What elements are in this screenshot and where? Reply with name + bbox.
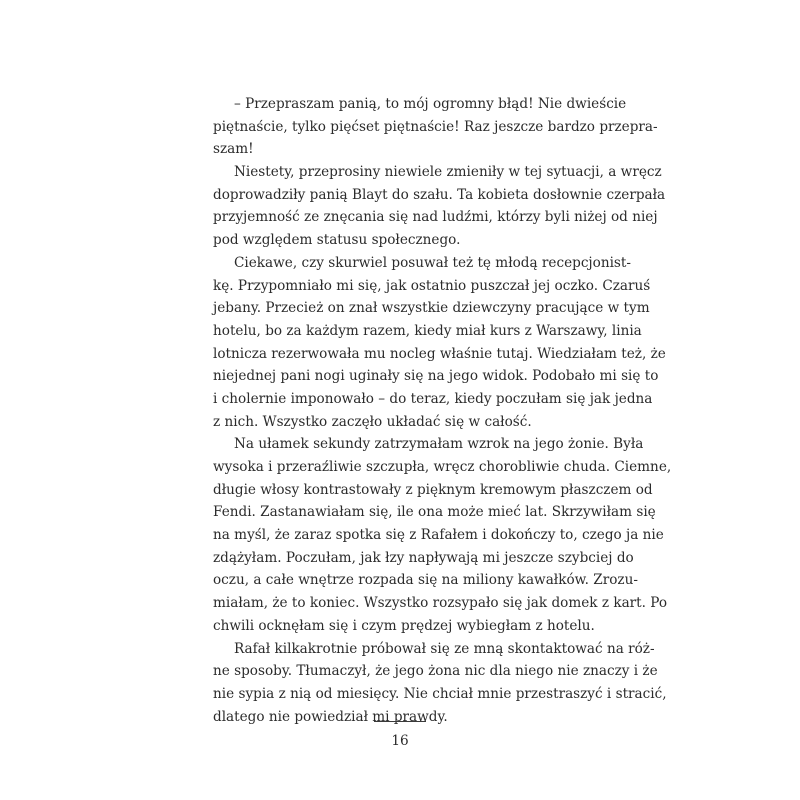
body-text (213, 93, 672, 728)
text-line: pod względem statusu społecznego. (213, 232, 461, 249)
text-line: Niestety, przeprosiny niewiele zmieniły w tej sytuacji, a wręcz (234, 164, 662, 181)
text-line: szam! (213, 141, 254, 158)
text-line: na myśl, że zaraz spotka się z Rafałem i dokończy to, czego ja nie (213, 527, 664, 544)
text-line: ne sposoby. Tłumaczył, że jego żona nic dla niego nie znaczy i że (213, 663, 658, 680)
text-line: jebany. Przecież on znał wszystkie dziewczyny pracujące w tym (213, 300, 650, 317)
text-line: oczu, a całe wnętrze rozpada się na miliony kawałków. Zrozu- (213, 572, 638, 589)
text-line: kę. Przypomniało mi się, jak ostatnio puszczał jej oczko. Czaruś (213, 277, 651, 294)
text-line: Rafał kilkakrotnie próbował się ze mną skontaktować na róż- (234, 640, 655, 657)
page-number: 16 (391, 733, 409, 749)
text-line: chwili ocknęłam się i czym prędzej wybiegłam z hotelu. (213, 617, 595, 634)
text-line: wysoka i przeraźliwie szczupła, wręcz chorobliwie chuda. Ciemne, (213, 459, 672, 475)
text-line: lotnicza rezerwowała mu nocleg właśnie tutaj. Wiedziałam też, że (213, 345, 666, 362)
text-line: i cholernie imponowało – do teraz, kiedy poczułam się jak jedna (213, 390, 653, 407)
text-line: – Przepraszam panią, to mój ogromny błąd! Nie dwieście (234, 96, 627, 112)
text-line: nie sypia z nią od miesięcy. Nie chciał mnie przestraszyć i stracić, (213, 685, 667, 702)
text-line: przyjemność ze znęcania się nad ludźmi, którzy byli niżej od niej (213, 209, 658, 226)
text-line: doprowadziły panią Blayt do szału. Ta kobieta dosłownie czerpała (213, 186, 666, 203)
text-line: miałam, że to koniec. Wszystko rozsypało się jak domek z kart. Po (213, 595, 668, 612)
text-line: z nich. Wszystko zaczęło układać się w całość. (213, 413, 532, 430)
text-line: niejednej pani nogi uginały się na jego widok. Podobało mi się to (213, 368, 659, 385)
text-line: piętnaście, tylko pięćset piętnaście! Raz jeszcze bardzo przepra- (213, 118, 658, 135)
text-line: Ciekawe, czy skurwiel posuwał też tę młodą recepcjonist- (234, 254, 631, 271)
text-line: dlatego nie powiedział mi prawdy. (213, 708, 448, 725)
text-line: zdążyłam. Poczułam, jak łzy napływają mi jeszcze szybciej do (213, 549, 634, 566)
text-line: długie włosy kontrastowały z pięknym kremowym płaszczem od (213, 481, 653, 498)
text-line: hotelu, bo za każdym razem, kiedy miał kurs z Warszawy, linia (213, 322, 642, 339)
text-line: Fendi. Zastanawiałam się, ile ona może mieć lat. Skrzywiłam się (213, 504, 656, 521)
footer-divider (374, 721, 426, 722)
text-line: Na ułamek sekundy zatrzymałam wzrok na jego żonie. Była (234, 436, 644, 453)
